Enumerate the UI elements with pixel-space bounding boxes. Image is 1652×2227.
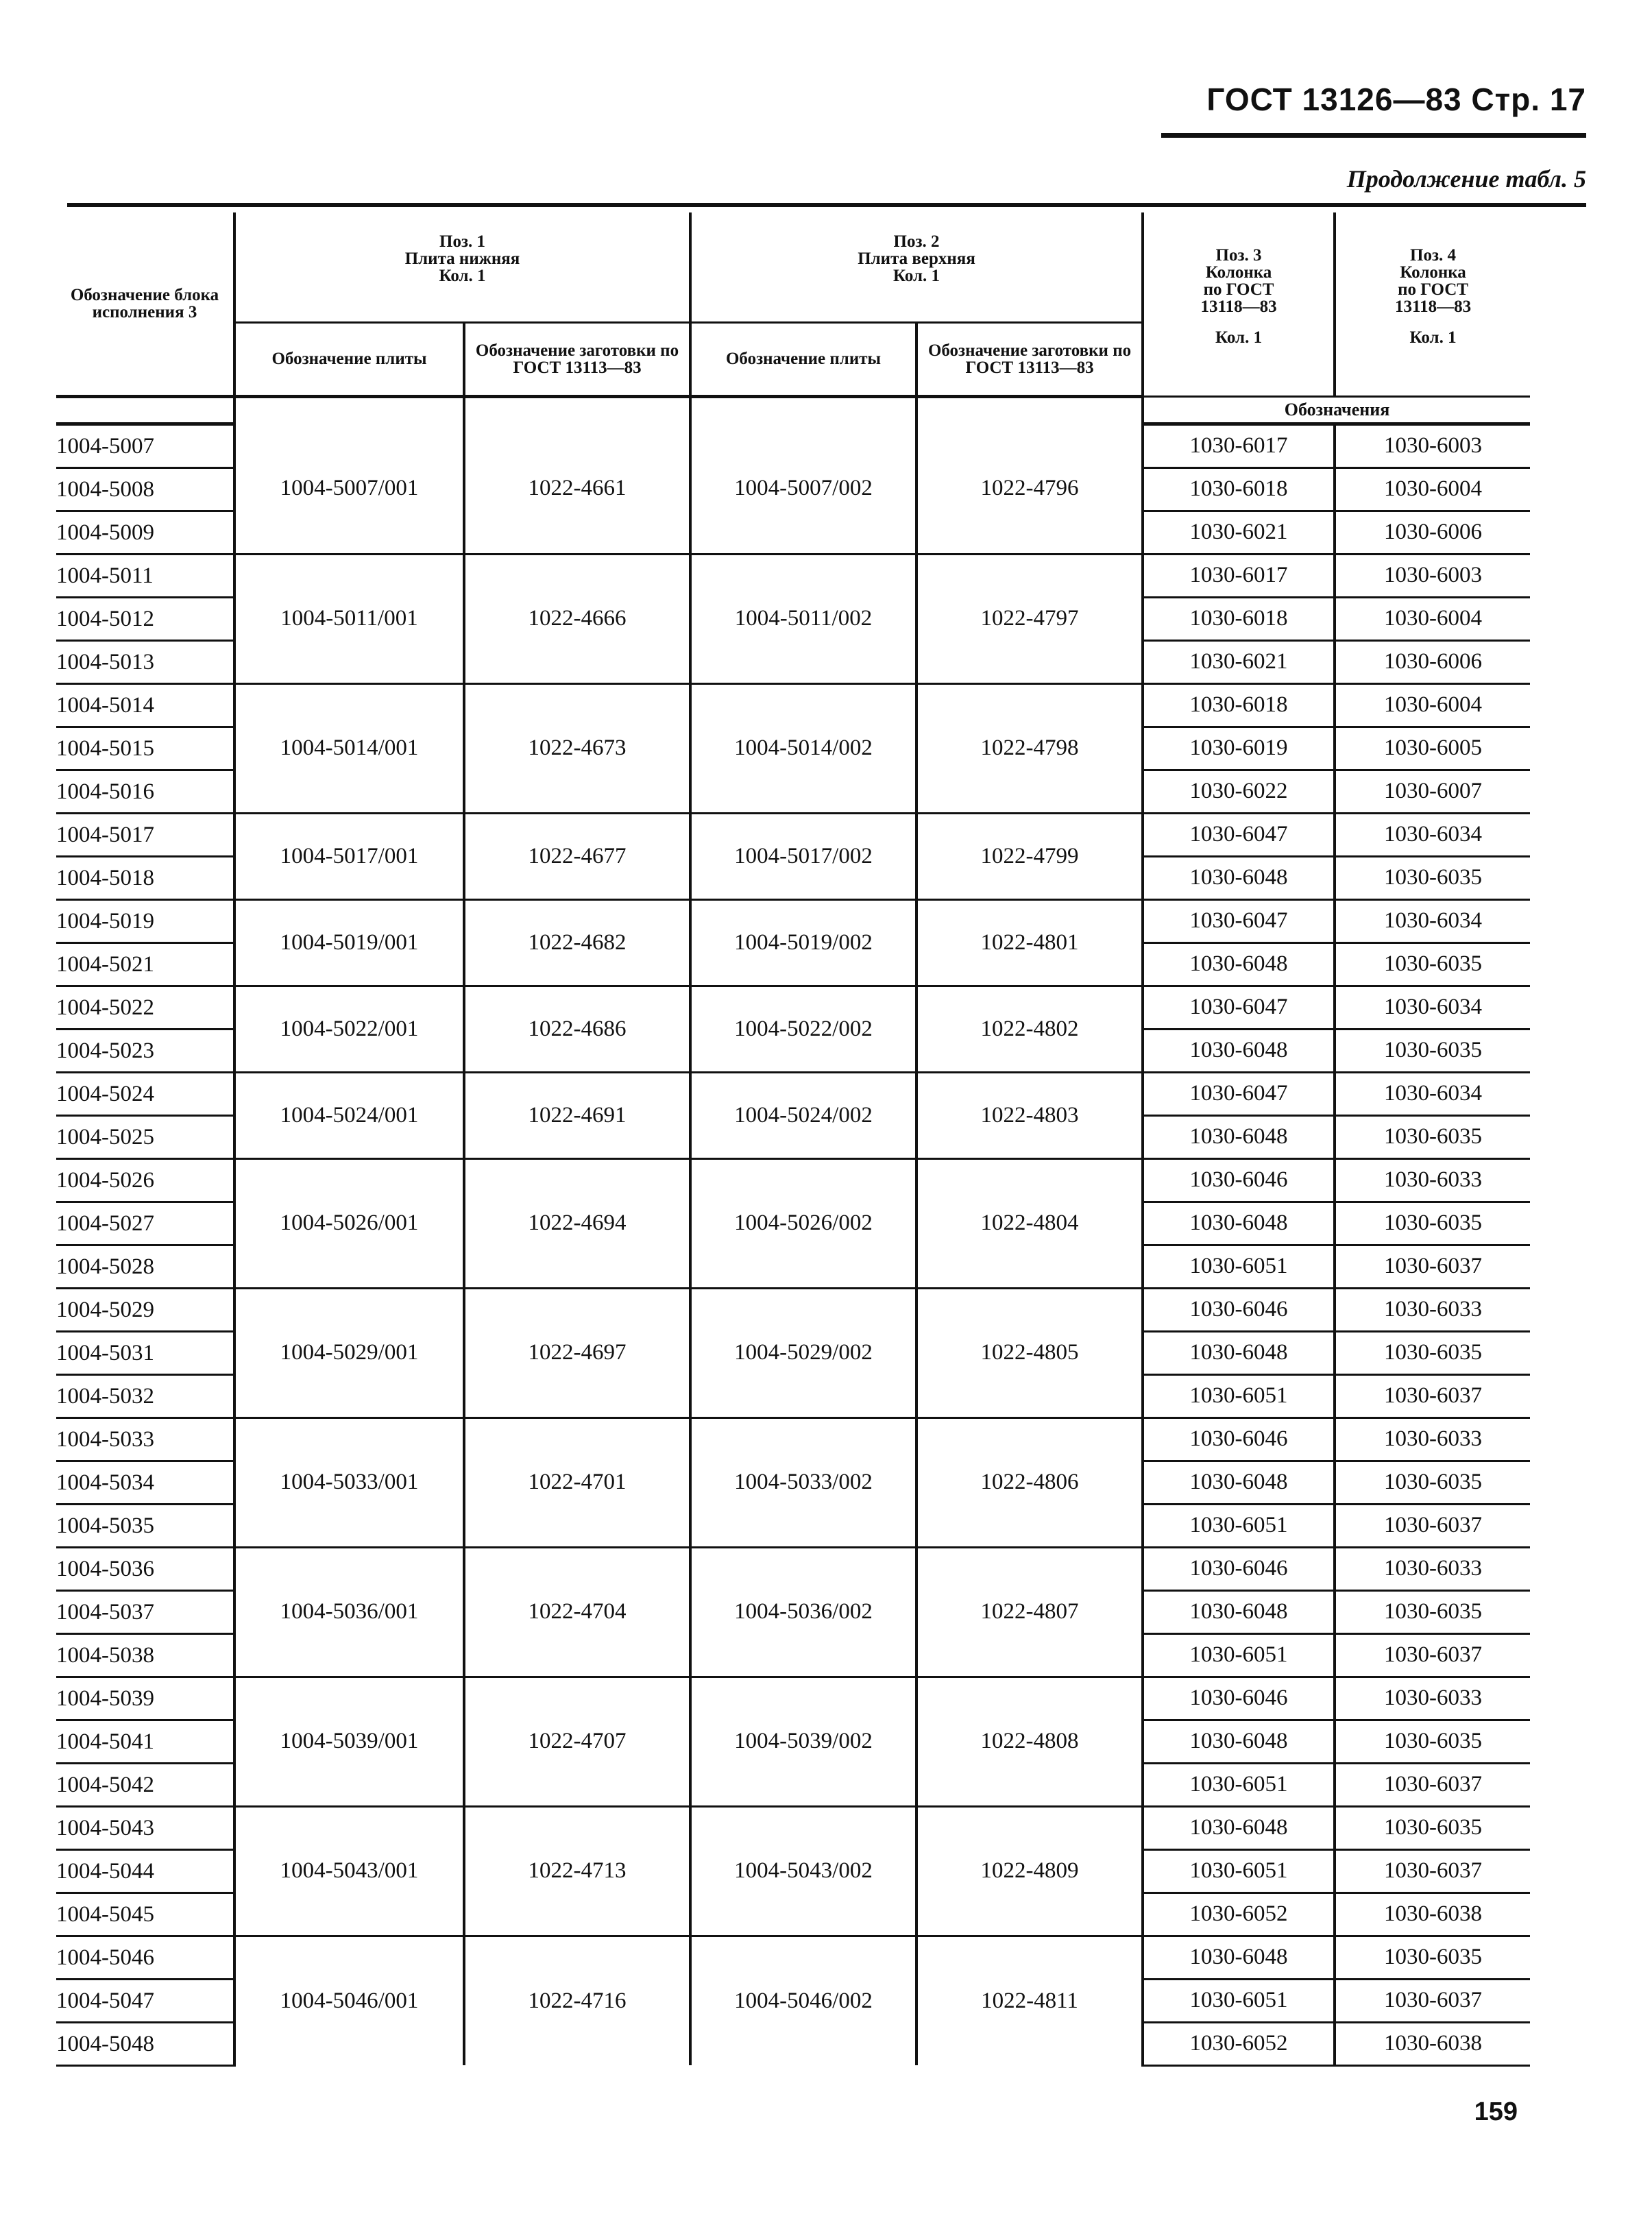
plate-upper-cell: 1004-5043/002 [690,1806,916,1936]
blank-lower-cell: 1022-4704 [464,1547,690,1677]
column3-cell: 1030-6047 [1143,813,1335,856]
column4-cell: 1030-6004 [1335,683,1530,727]
column4-cell: 1030-6035 [1335,942,1530,986]
blank-upper-cell: 1022-4803 [916,1072,1143,1158]
blank-lower-cell: 1022-4697 [464,1288,690,1417]
blank-lower-cell: 1022-4682 [464,899,690,986]
header-pos1 [234,212,690,322]
table-row [56,1806,1530,1849]
column3-cell: 1030-6018 [1143,467,1335,511]
column4-cell: 1030-6034 [1335,899,1530,942]
block-designation-cell: 1004-5029 [56,1288,234,1331]
table-row [56,554,1530,597]
column4-cell: 1030-6035 [1335,1029,1530,1072]
plate-lower-cell: 1004-5007/001 [234,424,464,554]
blank-lower-cell: 1022-4713 [464,1806,690,1936]
blank-upper-cell: 1022-4808 [916,1677,1143,1806]
column4-cell: 1030-6037 [1335,1633,1530,1677]
column4-cell: 1030-6035 [1335,1331,1530,1374]
column3-cell: 1030-6047 [1143,899,1335,942]
block-designation-cell: 1004-5047 [56,1979,234,2022]
plate-upper-cell: 1004-5007/002 [690,424,916,554]
plate-upper-cell: 1004-5046/002 [690,1936,916,2065]
plate-lower-cell: 1004-5033/001 [234,1417,464,1547]
header-plate-designation-1: Обозначение плиты [234,322,464,396]
pos3-title: Поз. 3 [1215,246,1262,265]
block-designation-cell: 1004-5028 [56,1245,234,1288]
column4-cell: 1030-6033 [1335,1158,1530,1202]
block-designation-cell: 1004-5038 [56,1633,234,1677]
pos2-qty: Кол. 1 [892,267,940,285]
plate-lower-cell: 1004-5043/001 [234,1806,464,1936]
column4-cell: 1030-6033 [1335,1417,1530,1461]
column3-cell: 1030-6051 [1143,1245,1335,1288]
column3-cell: 1030-6051 [1143,1504,1335,1547]
column4-cell: 1030-6006 [1335,511,1530,554]
blank-upper-cell: 1022-4807 [916,1547,1143,1677]
blank-lower-cell: 1022-4707 [464,1677,690,1806]
pos4-stdnum: 13118—83 [1394,297,1472,316]
column3-cell: 1030-6048 [1143,1115,1335,1158]
blank-upper-cell: 1022-4798 [916,683,1143,813]
blank-upper-cell: 1022-4804 [916,1158,1143,1288]
column4-cell: 1030-6006 [1335,640,1530,683]
block-designation-cell: 1004-5035 [56,1504,234,1547]
table-row [56,1417,1530,1461]
block-designation-cell: 1004-5025 [56,1115,234,1158]
block-designation-cell: 1004-5017 [56,813,234,856]
blank-upper-cell: 1022-4796 [916,424,1143,554]
blank-upper-cell: 1022-4805 [916,1288,1143,1417]
column3-cell: 1030-6051 [1143,1374,1335,1417]
block-designation-cell: 1004-5009 [56,511,234,554]
table-body [56,424,1530,2065]
column4-cell: 1030-6007 [1335,770,1530,813]
column4-cell: 1030-6033 [1335,1677,1530,1720]
blank-upper-cell: 1022-4809 [916,1806,1143,1936]
column4-cell: 1030-6035 [1335,1806,1530,1849]
block-designation-cell: 1004-5027 [56,1202,234,1245]
plate-upper-cell: 1004-5014/002 [690,683,916,813]
block-designation-cell: 1004-5033 [56,1417,234,1461]
pos3-name: Колонка [1205,263,1272,282]
column3-cell: 1030-6022 [1143,770,1335,813]
column4-cell: 1030-6035 [1335,1461,1530,1504]
column3-cell: 1030-6048 [1143,1202,1335,1245]
table-row [56,1936,1530,1979]
column3-cell: 1030-6046 [1143,1417,1335,1461]
plate-lower-cell: 1004-5011/001 [234,554,464,683]
pos1-name: Плита нижняя [404,250,520,268]
blank-lower-cell: 1022-4677 [464,813,690,899]
block-designation-cell: 1004-5044 [56,1849,234,1893]
block-designation-cell: 1004-5036 [56,1547,234,1590]
continuation-label: Продолжение табл. 5 [1346,165,1586,193]
column4-cell: 1030-6037 [1335,1504,1530,1547]
column3-cell: 1030-6048 [1143,1029,1335,1072]
column4-cell: 1030-6035 [1335,1115,1530,1158]
plate-lower-cell: 1004-5019/001 [234,899,464,986]
block-designation-cell: 1004-5008 [56,467,234,511]
header-pos4 [1335,212,1530,396]
column4-cell: 1030-6003 [1335,554,1530,597]
column4-cell: 1030-6035 [1335,1936,1530,1979]
column3-cell: 1030-6046 [1143,1677,1335,1720]
header-block-designation: Обозначение блока исполнения 3 [56,212,234,396]
column3-cell: 1030-6021 [1143,511,1335,554]
column3-cell: 1030-6052 [1143,2022,1335,2065]
blank-upper-cell: 1022-4797 [916,554,1143,683]
block-designation-cell: 1004-5046 [56,1936,234,1979]
pos3-qty: Кол. 1 [1215,328,1263,347]
plate-upper-cell: 1004-5011/002 [690,554,916,683]
column4-cell: 1030-6035 [1335,1590,1530,1633]
blank-upper-cell: 1022-4799 [916,813,1143,899]
block-designation-cell: 1004-5016 [56,770,234,813]
table-row [56,1288,1530,1331]
column4-cell: 1030-6037 [1335,1374,1530,1417]
plate-lower-cell: 1004-5036/001 [234,1547,464,1677]
column3-cell: 1030-6051 [1143,1633,1335,1677]
plate-lower-cell: 1004-5026/001 [234,1158,464,1288]
column4-cell: 1030-6037 [1335,1763,1530,1806]
column3-cell: 1030-6021 [1143,640,1335,683]
blank-lower-cell: 1022-4686 [464,986,690,1072]
blank-upper-cell: 1022-4802 [916,986,1143,1072]
column3-cell: 1030-6051 [1143,1979,1335,2022]
column4-cell: 1030-6037 [1335,1979,1530,2022]
block-designation-cell: 1004-5007 [56,424,234,467]
pos1-title: Поз. 1 [439,232,485,251]
blank-lower-cell: 1022-4691 [464,1072,690,1158]
standard-number: ГОСТ 13126—83 [1206,82,1462,117]
column3-cell: 1030-6048 [1143,1590,1335,1633]
plate-lower-cell: 1004-5017/001 [234,813,464,899]
column3-cell: 1030-6048 [1143,856,1335,899]
block-designation-cell: 1004-5037 [56,1590,234,1633]
column3-cell: 1030-6051 [1143,1849,1335,1893]
pos3-stdnum: 13118—83 [1200,297,1277,316]
column3-cell: 1030-6046 [1143,1288,1335,1331]
block-designation-cell: 1004-5039 [56,1677,234,1720]
block-designation-cell: 1004-5015 [56,727,234,770]
table-row [56,1072,1530,1115]
column3-cell: 1030-6017 [1143,554,1335,597]
block-designation-cell: 1004-5032 [56,1374,234,1417]
plate-lower-cell: 1004-5024/001 [234,1072,464,1158]
column3-cell: 1030-6048 [1143,942,1335,986]
block-designation-cell: 1004-5034 [56,1461,234,1504]
plate-upper-cell: 1004-5036/002 [690,1547,916,1677]
block-designation-cell: 1004-5018 [56,856,234,899]
page-label: Стр. 17 [1471,82,1586,117]
page-header [1206,81,1586,118]
table-row [56,1677,1530,1720]
pos3-std: по ГОСТ [1203,280,1274,299]
column4-cell: 1030-6004 [1335,597,1530,640]
column4-cell: 1030-6033 [1335,1547,1530,1590]
column4-cell: 1030-6034 [1335,813,1530,856]
blank-lower-cell: 1022-4666 [464,554,690,683]
column3-cell: 1030-6048 [1143,1331,1335,1374]
header-designations: Обозначения [1143,396,1530,424]
plate-upper-cell: 1004-5017/002 [690,813,916,899]
blank-lower-cell: 1022-4694 [464,1158,690,1288]
block-designation-cell: 1004-5048 [56,2022,234,2065]
plate-lower-cell: 1004-5022/001 [234,986,464,1072]
block-designation-cell: 1004-5043 [56,1806,234,1849]
header-plate-designation-2: Обозначение плиты [690,322,916,396]
column3-cell: 1030-6048 [1143,1461,1335,1504]
plate-lower-cell: 1004-5014/001 [234,683,464,813]
block-designation-cell: 1004-5045 [56,1893,234,1936]
column3-cell: 1030-6017 [1143,424,1335,467]
plate-upper-cell: 1004-5024/002 [690,1072,916,1158]
block-designation-cell: 1004-5031 [56,1331,234,1374]
block-designation-cell: 1004-5026 [56,1158,234,1202]
plate-upper-cell: 1004-5029/002 [690,1288,916,1417]
block-designation-cell: 1004-5022 [56,986,234,1029]
plate-upper-cell: 1004-5026/002 [690,1158,916,1288]
block-designation-cell: 1004-5024 [56,1072,234,1115]
blank-upper-cell: 1022-4801 [916,899,1143,986]
column3-cell: 1030-6046 [1143,1158,1335,1202]
pos1-qty: Кол. 1 [439,267,486,285]
table-row [56,683,1530,727]
column3-cell: 1030-6018 [1143,683,1335,727]
table-row [56,1547,1530,1590]
column3-cell: 1030-6048 [1143,1936,1335,1979]
column4-cell: 1030-6034 [1335,1072,1530,1115]
table-row [56,813,1530,856]
column4-cell: 1030-6004 [1335,467,1530,511]
column4-cell: 1030-6038 [1335,1893,1530,1936]
table-row [56,424,1530,467]
block-designation-cell: 1004-5014 [56,683,234,727]
column4-cell: 1030-6003 [1335,424,1530,467]
pos4-title: Поз. 4 [1410,246,1457,265]
designation-table [56,212,1530,2067]
column4-cell: 1030-6037 [1335,1849,1530,1893]
column4-cell: 1030-6035 [1335,856,1530,899]
block-designation-cell: 1004-5041 [56,1720,234,1763]
plate-lower-cell: 1004-5046/001 [234,1936,464,2065]
blank-upper-cell: 1022-4806 [916,1417,1143,1547]
blank-upper-cell: 1022-4811 [916,1936,1143,2065]
block-designation-cell: 1004-5042 [56,1763,234,1806]
table-row [56,899,1530,942]
header-pos2 [690,212,1143,322]
column4-cell: 1030-6038 [1335,2022,1530,2065]
block-designation-cell: 1004-5013 [56,640,234,683]
plate-upper-cell: 1004-5022/002 [690,986,916,1072]
plate-lower-cell: 1004-5039/001 [234,1677,464,1806]
column3-cell: 1030-6046 [1143,1547,1335,1590]
column3-cell: 1030-6019 [1143,727,1335,770]
header-pos3 [1143,212,1335,396]
block-designation-cell: 1004-5011 [56,554,234,597]
blank-lower-cell: 1022-4673 [464,683,690,813]
plate-lower-cell: 1004-5029/001 [234,1288,464,1417]
table-row [56,1158,1530,1202]
header-blank-designation-1: Обозначение заготовки по ГОСТ 13113—83 [464,322,690,396]
pos4-name: Колонка [1400,263,1466,282]
plate-upper-cell: 1004-5033/002 [690,1417,916,1547]
column4-cell: 1030-6005 [1335,727,1530,770]
header-rule [1161,133,1586,138]
pos2-title: Поз. 2 [893,232,940,251]
block-designation-cell: 1004-5023 [56,1029,234,1072]
block-designation-cell: 1004-5021 [56,942,234,986]
column4-cell: 1030-6033 [1335,1288,1530,1331]
pos2-name: Плита верхняя [858,250,975,268]
table-row [56,986,1530,1029]
table-top-rule [67,203,1586,207]
column3-cell: 1030-6018 [1143,597,1335,640]
blank-lower-cell: 1022-4701 [464,1417,690,1547]
header-blank-designation-2: Обозначение заготовки по ГОСТ 13113—83 [916,322,1143,396]
column3-cell: 1030-6047 [1143,986,1335,1029]
block-designation-cell: 1004-5012 [56,597,234,640]
blank-lower-cell: 1022-4661 [464,424,690,554]
column4-cell: 1030-6034 [1335,986,1530,1029]
column3-cell: 1030-6048 [1143,1806,1335,1849]
pos4-qty: Кол. 1 [1409,328,1457,347]
column3-cell: 1030-6052 [1143,1893,1335,1936]
column4-cell: 1030-6037 [1335,1245,1530,1288]
block-designation-cell: 1004-5019 [56,899,234,942]
blank-lower-cell: 1022-4716 [464,1936,690,2065]
plate-upper-cell: 1004-5019/002 [690,899,916,986]
column4-cell: 1030-6035 [1335,1720,1530,1763]
pos4-std: по ГОСТ [1398,280,1468,299]
column3-cell: 1030-6047 [1143,1072,1335,1115]
column3-cell: 1030-6051 [1143,1763,1335,1806]
page-number: 159 [1474,2097,1518,2126]
plate-upper-cell: 1004-5039/002 [690,1677,916,1806]
column4-cell: 1030-6035 [1335,1202,1530,1245]
column3-cell: 1030-6048 [1143,1720,1335,1763]
